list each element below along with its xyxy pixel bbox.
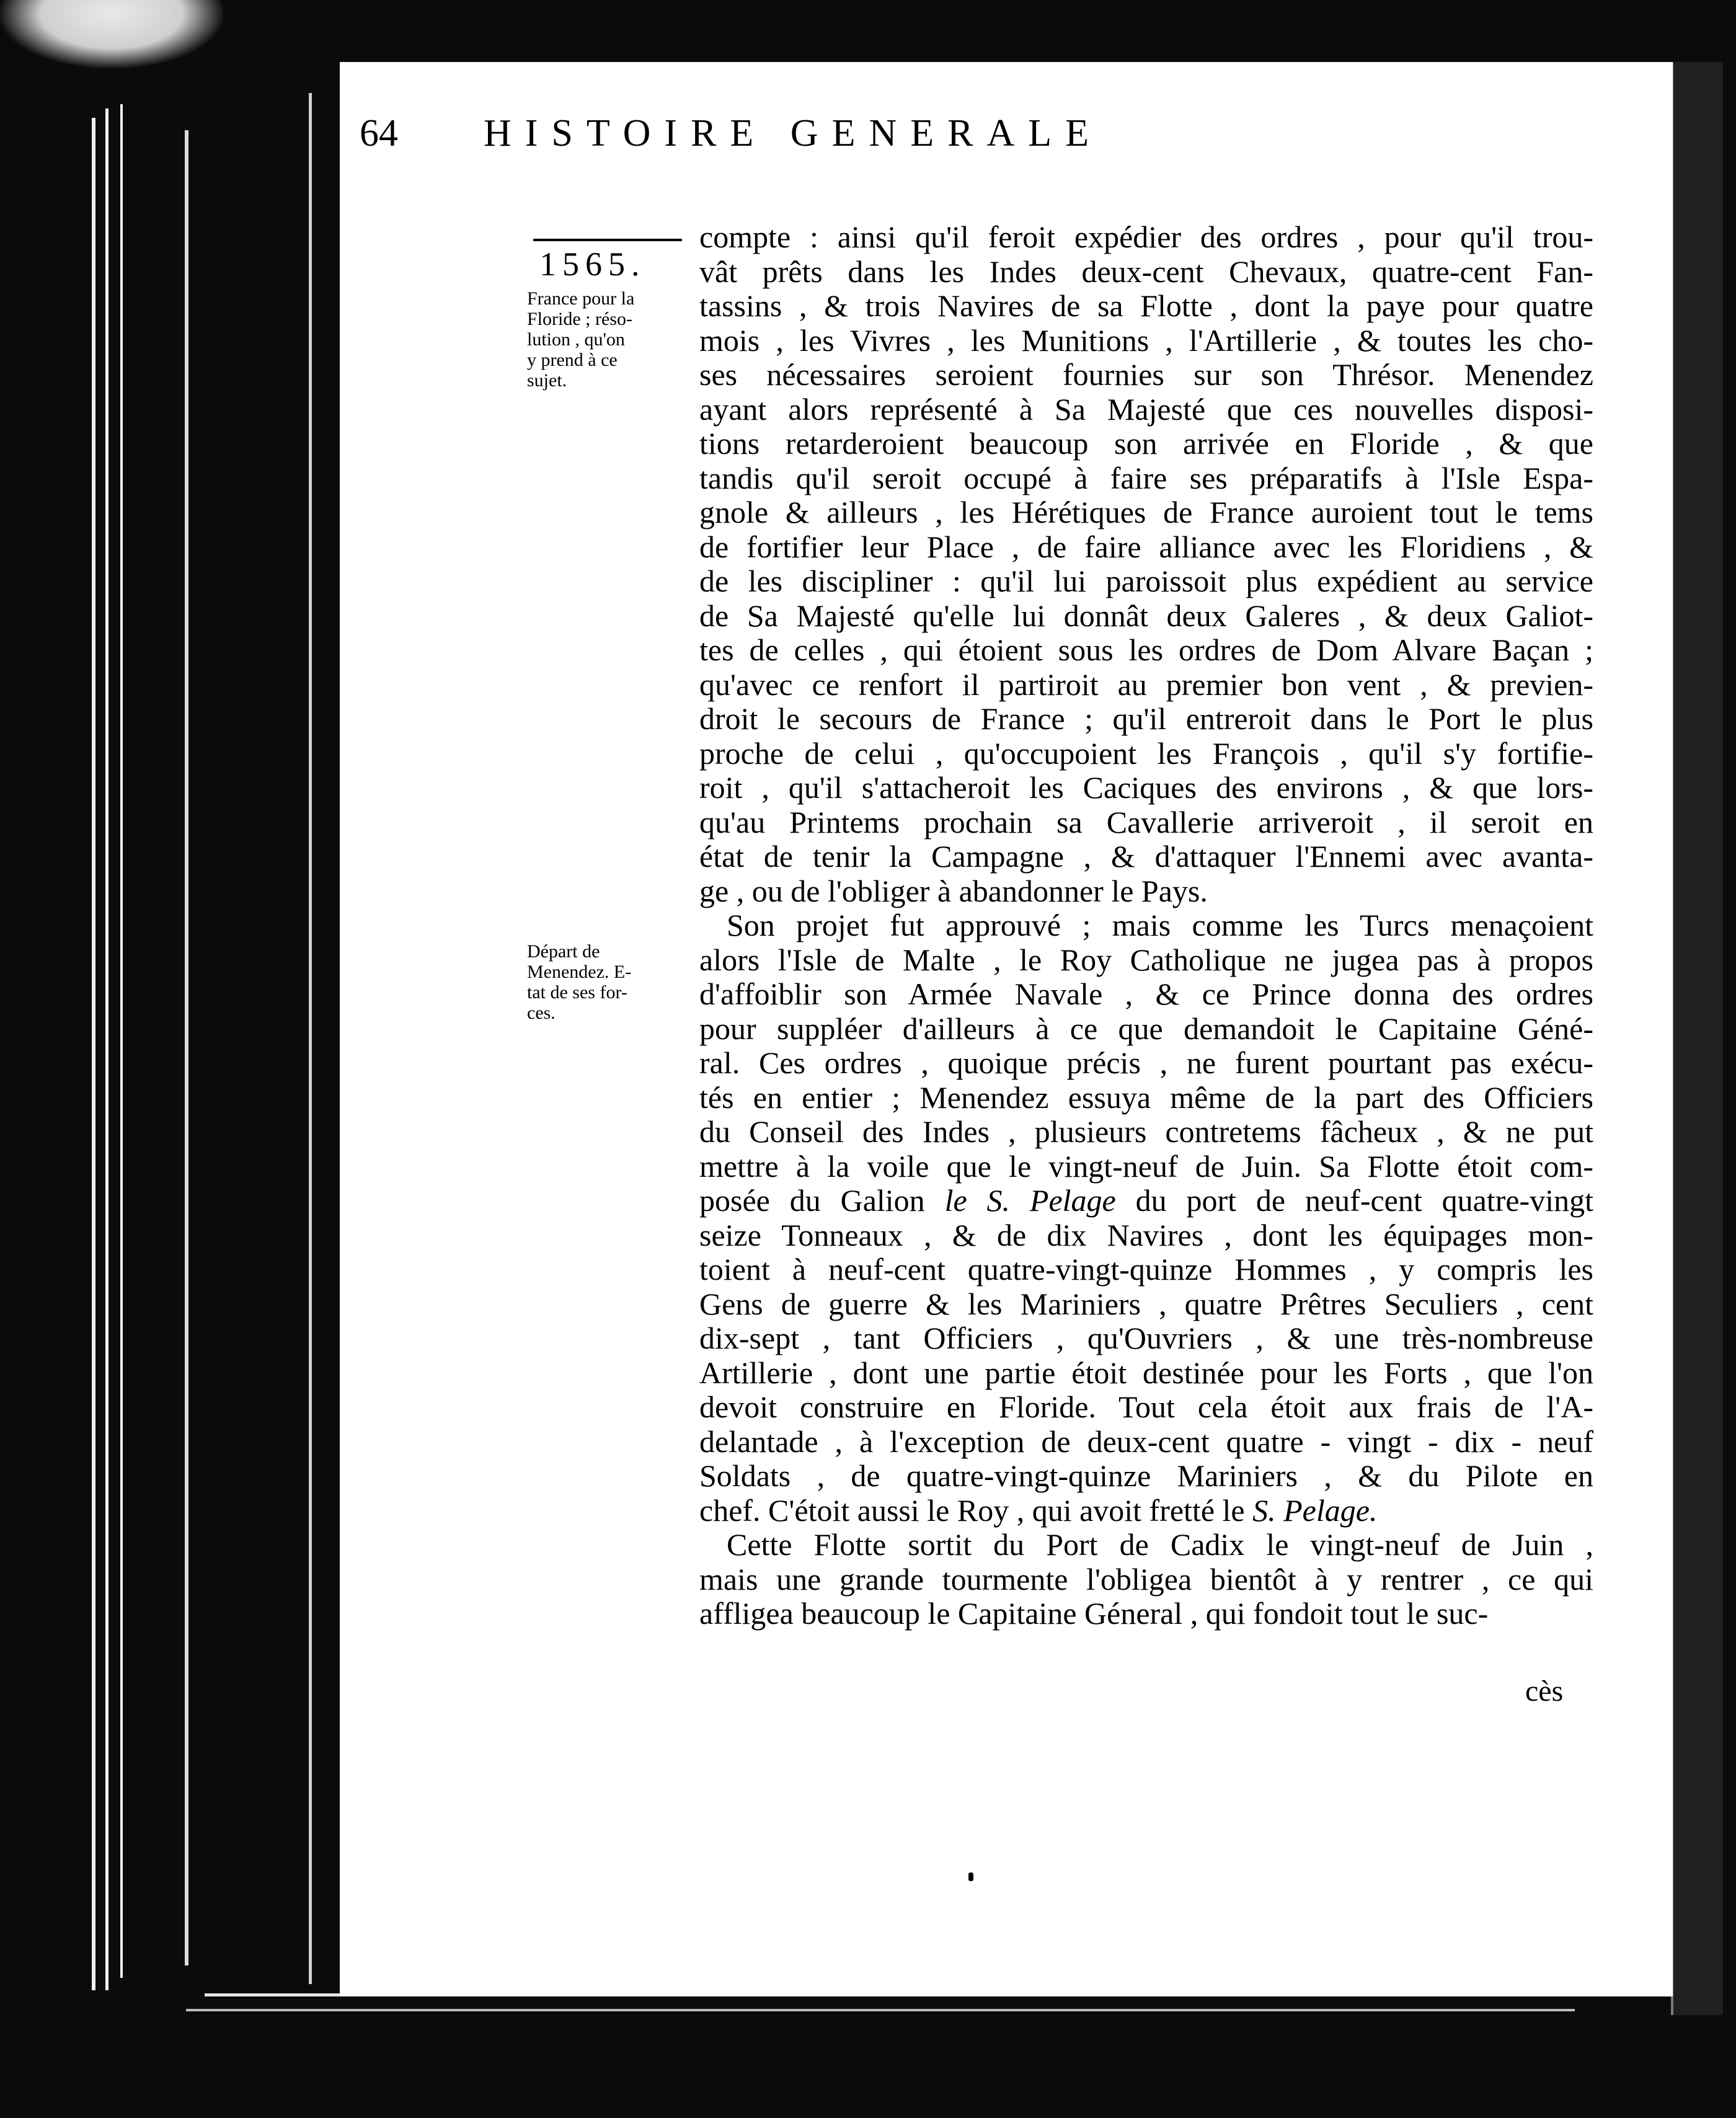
text-line: Soldats , de quatre-vingt-quinze Mariniers , & du Pilote en xyxy=(699,1458,1593,1493)
text-line: toient à neuf-cent quatre-vingt-quinze Hommes , y compris les xyxy=(699,1252,1593,1287)
text-run: posée du Galion xyxy=(699,1183,945,1218)
text-line: affligea beaucoup le Capitaine Géneral , qui fondoit tout le suc- xyxy=(699,1596,1489,1631)
margin-note-line: Départ de xyxy=(527,941,600,962)
text-line: vât prêts dans les Indes deux-cent Chevaux, quatre-cent Fan- xyxy=(699,254,1593,289)
page-edge xyxy=(309,93,312,1984)
text-line: Cette Flotte sortit du Port de Cadix le vingt-neuf de Juin , xyxy=(727,1527,1593,1562)
text-line: tassins , & trois Navires de sa Flotte , dont la paye pour quatre xyxy=(699,288,1593,323)
page-edge-stack xyxy=(92,93,340,1990)
margin-note-line: tat de ses for- xyxy=(527,982,627,1003)
text-line xyxy=(699,1184,1593,1218)
text-line: devoit construire en Floride. Tout cela étoit aux frais de l'A- xyxy=(699,1389,1593,1424)
text-run: chef. C'étoit aussi le Roy , qui avoit fretté le xyxy=(699,1492,1253,1528)
text-line: droit le secours de France ; qu'il entreroit dans le Port le plus xyxy=(699,701,1593,736)
text-line xyxy=(699,1494,1593,1528)
margin-note-line: ces. xyxy=(527,1003,556,1023)
text-line: ayant alors représenté à Sa Majesté que ces nouvelles disposi- xyxy=(699,391,1593,427)
text-line: ge , ou de l'obliger à abandonner le Pays. xyxy=(699,873,1208,908)
bottom-page-edge xyxy=(205,1993,1587,2021)
text-line: mais une grande tourmente l'obligea bientôt à y rentrer , ce qui xyxy=(699,1561,1593,1597)
ink-speck xyxy=(968,1872,973,1881)
page-header xyxy=(360,112,1476,192)
text-line: d'affoiblir son Armée Navale , & ce Prince donna des ordres xyxy=(699,977,1593,1011)
text-line: de les discipliner : qu'il lui paroissoit plus expédient au service xyxy=(699,564,1593,598)
text-line: seize Tonneaux , & de dix Navires , dont les équipages mon- xyxy=(699,1217,1593,1252)
text-line: delantade , à l'exception de deux-cent quatre - vingt - dix - neuf xyxy=(699,1424,1593,1459)
text-line: de Sa Majesté qu'elle lui donnât deux Galeres , & deux Galiot- xyxy=(699,598,1593,633)
text-line: roit , qu'il s'attacheroit les Caciques des environs , & que lors- xyxy=(699,770,1593,805)
text-line: tes de celles , qui étoient sous les ordres de Dom Alvare Baçan ; xyxy=(699,632,1593,667)
text-line: pour suppléer d'ailleurs à ce que demandoit le Capitaine Géné- xyxy=(699,1011,1593,1046)
margin-note-depart xyxy=(527,941,688,1023)
text-line: ses nécessaires seroient fournies sur son Thrésor. Menendez xyxy=(699,357,1593,392)
text-line: qu'avec ce renfort il partiroit au premier bon vent , & previen- xyxy=(699,667,1593,702)
text-line: Son projet fut approuvé ; mais comme les Turcs menaçoient xyxy=(727,908,1593,942)
body-text xyxy=(699,220,1593,1631)
catchword: cès xyxy=(1525,1675,1564,1708)
margin-note-line: lution , qu'on xyxy=(527,329,625,350)
paragraph-3 xyxy=(699,1528,1593,1631)
text-line: dix-sept , tant Officiers , qu'Ouvriers , & une très-nombreuse xyxy=(699,1321,1593,1355)
text-line: mettre à la voile que le vingt-neuf de Juin. Sa Flotte étoit com- xyxy=(699,1148,1593,1184)
text-line: tions retarderoient beaucoup son arrivée en Floride , & que xyxy=(699,426,1593,461)
paragraph-1 xyxy=(699,220,1593,908)
text-line: Gens de guerre & les Mariniers , quatre Prêtres Seculiers , cent xyxy=(699,1286,1593,1321)
text-line: Artillerie , dont une partie étoit destinée pour les Forts , que l'on xyxy=(699,1355,1593,1390)
margin-note-france xyxy=(527,288,688,391)
right-page-edge xyxy=(1671,62,1723,2015)
text-line: tandis qu'il seroit occupé à faire ses préparatifs à l'Isle Espa- xyxy=(699,460,1593,495)
ship-name: le S. Pelage xyxy=(944,1183,1116,1218)
margin-note-line: Floride ; réso- xyxy=(527,309,632,329)
page-number: 64 xyxy=(360,112,398,154)
text-line: de fortifier leur Place , de faire alliance avec les Floridiens , & xyxy=(699,529,1593,564)
torn-corner xyxy=(0,0,223,68)
text-line: tés en entier ; Menendez essuya même de la part des Officiers xyxy=(699,1079,1593,1115)
text-line: proche de celui , qu'occupoient les François , qu'il s'y fortifie- xyxy=(699,735,1593,771)
text-line: gnole & ailleurs , les Hérétiques de France auroient tout le tems xyxy=(699,495,1593,530)
page-edge xyxy=(105,109,108,1990)
text-line: alors l'Isle de Malte , le Roy Catholique ne jugea pas à propos xyxy=(699,942,1593,977)
text-line: qu'au Printems prochain sa Cavallerie arriveroit , il seroit en xyxy=(699,804,1593,840)
margin-year: 1565. xyxy=(539,246,646,283)
paragraph-2 xyxy=(699,908,1593,1528)
page-edge xyxy=(92,118,95,1990)
margin-rule xyxy=(533,239,682,241)
page-edge xyxy=(185,130,188,1965)
ship-name: S. Pelage. xyxy=(1252,1492,1378,1528)
margin-note-line: Menendez. E- xyxy=(527,962,632,982)
text-line: ral. Ces ordres , quoique précis , ne furent pourtant pas exécu- xyxy=(699,1045,1593,1080)
running-title: HISTOIRE GENERALE xyxy=(484,112,1102,154)
text-line: compte : ainsi qu'il feroit expédier des ordres , pour qu'il trou- xyxy=(699,219,1593,254)
text-line: état de tenir la Campagne , & d'attaquer l'Ennemi avec avanta- xyxy=(699,839,1593,874)
margin-note-line: y prend à ce xyxy=(527,350,618,370)
text-line: mois , les Vivres , les Munitions , l'Artillerie , & toutes les cho- xyxy=(699,322,1593,358)
bottom-page-edge xyxy=(186,2009,1575,2011)
margin-note-line: sujet. xyxy=(527,370,567,391)
page-edge xyxy=(120,104,123,1978)
text-run: du port de neuf-cent quatre-vingt xyxy=(1115,1183,1593,1218)
margin-note-line: France pour la xyxy=(527,288,635,309)
text-line: du Conseil des Indes , plusieurs contretems fâcheux , & ne put xyxy=(699,1114,1593,1149)
